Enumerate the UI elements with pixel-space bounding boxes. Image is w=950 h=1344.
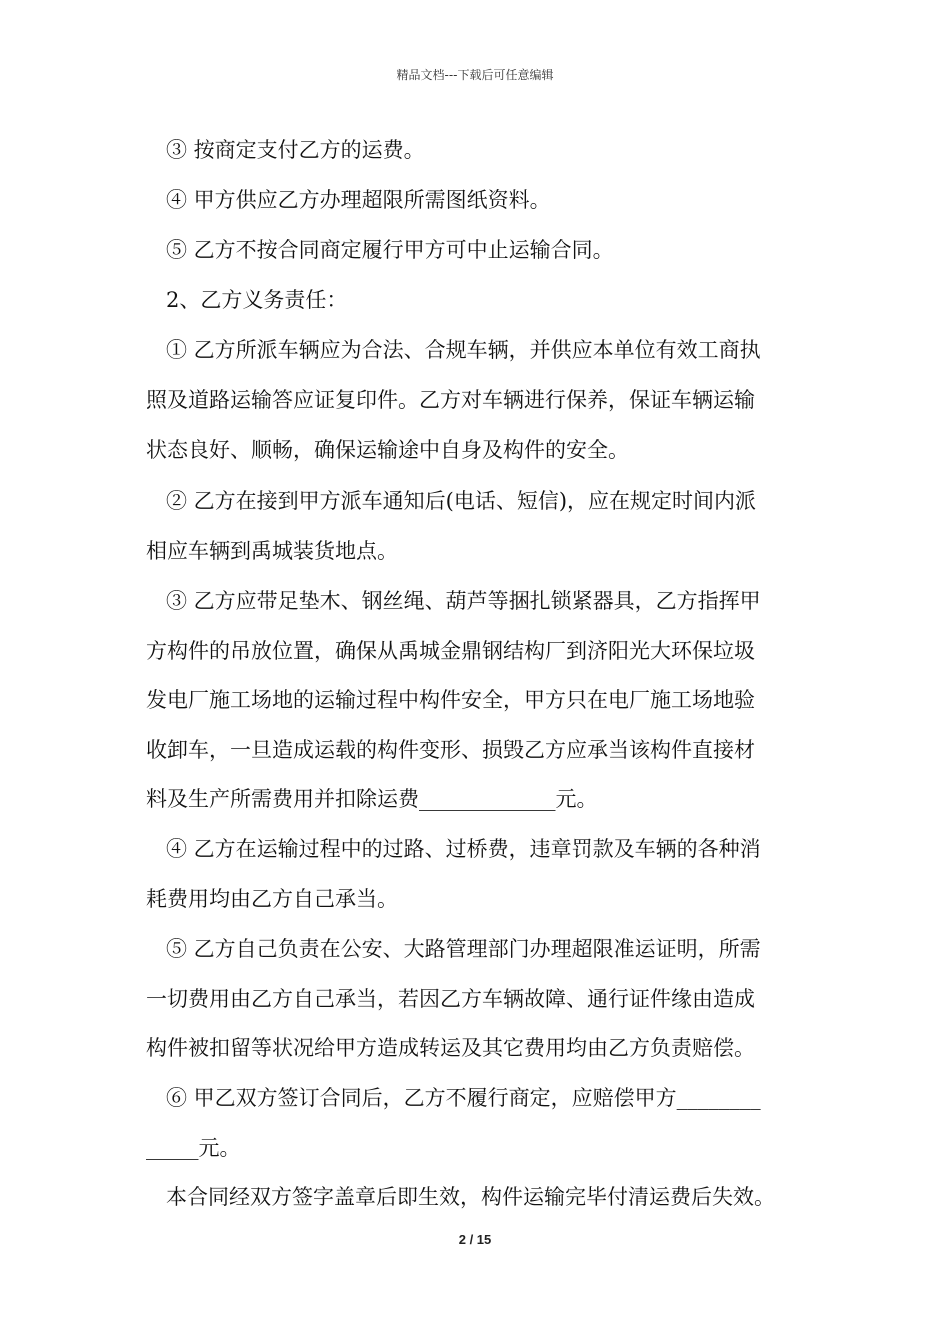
closing-line: 本合同经双方签字盖章后即生效，构件运输完毕付清运费后失效。 <box>166 1185 775 1209</box>
page-header: 精品文档---下载后可任意编辑 <box>396 68 554 82</box>
clause-line: ① 乙方所派车辆应为合法、合规车辆，并供应本单位有效工商执 <box>166 338 761 362</box>
clause-line: ⑥ 甲乙双方签订合同后，乙方不履行商定，应赔偿甲方________ <box>166 1086 761 1110</box>
clause-line: ③ 乙方应带足垫木、钢丝绳、葫芦等捆扎锁紧器具，乙方指挥甲 <box>166 589 761 613</box>
clause-line: 收卸车，一旦造成运载的构件变形、损毁乙方应承当该构件直接材 <box>146 738 755 762</box>
clause-line: 一切费用由乙方自己承当，若因乙方车辆故障、通行证件缘由造成 <box>146 987 755 1011</box>
clause-line: ② 乙方在接到甲方派车通知后(电话、短信)，应在规定时间内派 <box>166 489 757 513</box>
clause-line: 构件被扣留等状况给甲方造成转运及其它费用均由乙方负责赔偿。 <box>146 1036 755 1060</box>
clause-line: 料及生产所需费用并扣除运费_____________元。 <box>146 787 598 811</box>
clause-line: 耗费用均由乙方自己承当。 <box>146 887 398 911</box>
clause-line: ⑤ 乙方自己负责在公安、大路管理部门办理超限准运证明，所需 <box>166 937 761 961</box>
clause-line: 相应车辆到禹城装货地点。 <box>146 539 398 563</box>
clause-line: ⑤ 乙方不按合同商定履行甲方可中止运输合同。 <box>166 238 614 262</box>
clause-line: ④ 乙方在运输过程中的过路、过桥费，违章罚款及车辆的各种消 <box>166 837 761 861</box>
clause-line: _____元。 <box>146 1136 241 1160</box>
page-number: 2 / 15 <box>458 1232 492 1247</box>
clause-line: 发电厂施工场地的运输过程中构件安全，甲方只在电厂施工场地验 <box>146 688 755 712</box>
clause-line: 照及道路运输答应证复印件。乙方对车辆进行保养，保证车辆运输 <box>146 388 755 412</box>
section-heading: 2、乙方义务责任： <box>166 288 348 312</box>
clause-line: ④ 甲方供应乙方办理超限所需图纸资料。 <box>166 188 551 212</box>
clause-line: 状态良好、顺畅，确保运输途中自身及构件的安全。 <box>146 438 629 462</box>
clause-line: 方构件的吊放位置，确保从禹城金鼎钢结构厂到济阳光大环保垃圾 <box>146 639 755 663</box>
clause-line: ③ 按商定支付乙方的运费。 <box>166 138 425 162</box>
